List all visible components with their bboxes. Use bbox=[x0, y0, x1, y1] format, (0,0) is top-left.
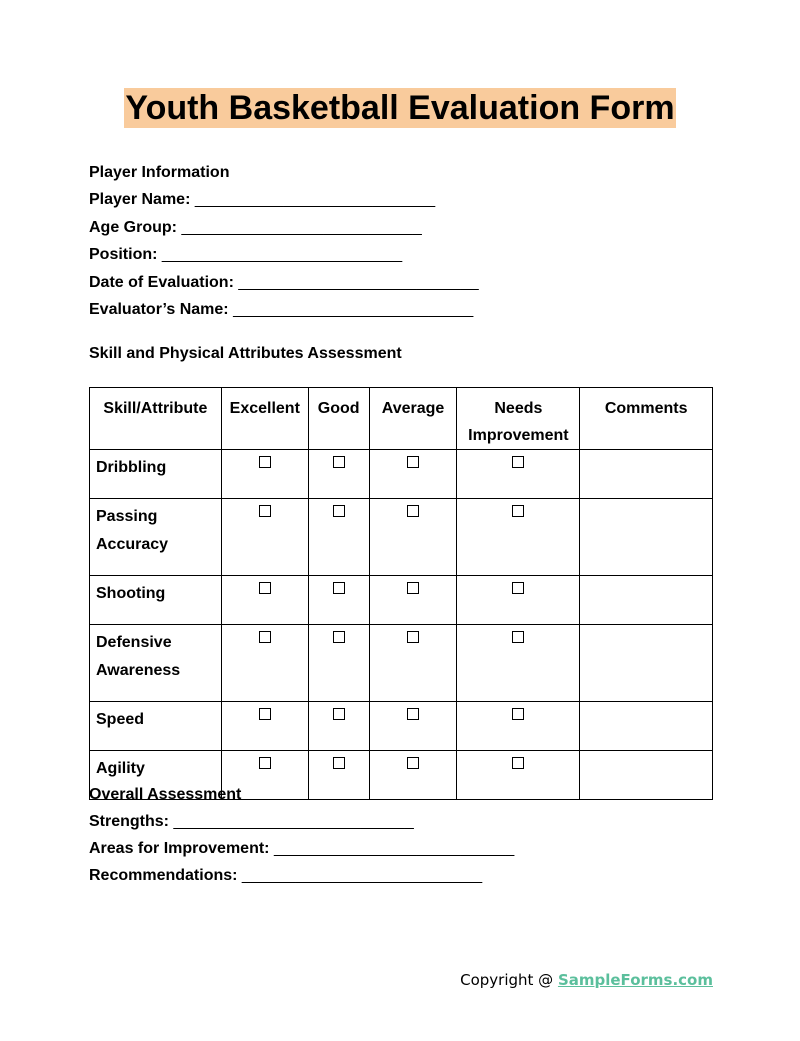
comments-cell[interactable] bbox=[580, 450, 713, 499]
checkbox[interactable] bbox=[407, 708, 419, 720]
checkbox[interactable] bbox=[407, 757, 419, 769]
excellent-cell bbox=[221, 702, 308, 751]
average-cell bbox=[369, 702, 457, 751]
checkbox[interactable] bbox=[512, 456, 524, 468]
strengths-field[interactable] bbox=[89, 812, 414, 832]
strengths-label: Strengths: bbox=[89, 813, 169, 830]
excellent-cell bbox=[221, 450, 308, 499]
checkbox[interactable] bbox=[333, 456, 345, 468]
average-cell bbox=[369, 576, 457, 625]
checkbox[interactable] bbox=[333, 631, 345, 643]
table-header-row bbox=[90, 388, 713, 450]
needs-improvement-cell bbox=[457, 625, 580, 702]
evaluator-name-blank[interactable]: ___________________________ bbox=[233, 301, 474, 318]
age-group-field[interactable] bbox=[89, 218, 422, 238]
table-row bbox=[90, 499, 713, 576]
checkbox[interactable] bbox=[259, 757, 271, 769]
checkbox[interactable] bbox=[333, 757, 345, 769]
checkbox[interactable] bbox=[333, 505, 345, 517]
evaluator-name-field[interactable] bbox=[89, 300, 473, 320]
checkbox[interactable] bbox=[407, 456, 419, 468]
date-of-evaluation-blank[interactable]: ___________________________ bbox=[238, 274, 479, 291]
comments-cell[interactable] bbox=[580, 576, 713, 625]
age-group-blank[interactable]: ___________________________ bbox=[181, 219, 422, 236]
col-header-comments: Comments bbox=[580, 388, 713, 450]
comments-cell[interactable] bbox=[580, 702, 713, 751]
col-header-needs-improvement: Needs Improvement bbox=[457, 388, 580, 450]
title-wrap bbox=[0, 88, 800, 128]
checkbox[interactable] bbox=[259, 582, 271, 594]
needs-improvement-cell bbox=[457, 499, 580, 576]
player-name-field[interactable] bbox=[89, 190, 435, 210]
areas-for-improvement-blank[interactable]: ___________________________ bbox=[273, 840, 515, 857]
col-header-skill: Skill/Attribute bbox=[90, 388, 222, 450]
areas-for-improvement-label: Areas for Improvement: bbox=[89, 840, 270, 857]
skill-cell: Shooting bbox=[90, 576, 222, 625]
position-field[interactable] bbox=[89, 245, 402, 265]
position-label: Position: bbox=[89, 246, 158, 263]
col-header-good: Good bbox=[308, 388, 369, 450]
recommendations-field[interactable] bbox=[89, 866, 482, 886]
checkbox[interactable] bbox=[407, 505, 419, 517]
evaluator-name-label: Evaluator’s Name: bbox=[89, 301, 229, 318]
checkbox[interactable] bbox=[259, 505, 271, 517]
recommendations-blank[interactable]: ___________________________ bbox=[241, 867, 483, 884]
good-cell bbox=[308, 499, 369, 576]
average-cell bbox=[369, 751, 457, 800]
checkbox[interactable] bbox=[333, 582, 345, 594]
col-header-excellent: Excellent bbox=[221, 388, 308, 450]
areas-for-improvement-field[interactable] bbox=[89, 839, 514, 859]
date-of-evaluation-label: Date of Evaluation: bbox=[89, 274, 234, 291]
good-cell bbox=[308, 751, 369, 800]
table-row bbox=[90, 702, 713, 751]
needs-improvement-cell bbox=[457, 702, 580, 751]
needs-improvement-cell bbox=[457, 450, 580, 499]
recommendations-label: Recommendations: bbox=[89, 867, 238, 884]
checkbox[interactable] bbox=[512, 582, 524, 594]
overall-heading: Overall Assessment bbox=[89, 786, 242, 803]
checkbox[interactable] bbox=[259, 708, 271, 720]
skill-cell: Defensive Awareness bbox=[90, 625, 222, 702]
average-cell bbox=[369, 625, 457, 702]
checkbox[interactable] bbox=[512, 757, 524, 769]
needs-improvement-cell bbox=[457, 576, 580, 625]
skill-cell: Passing Accuracy bbox=[90, 499, 222, 576]
assessment-heading: Skill and Physical Attributes Assessment bbox=[89, 345, 402, 362]
checkbox[interactable] bbox=[512, 708, 524, 720]
col-header-average: Average bbox=[369, 388, 457, 450]
player-info-heading: Player Information bbox=[89, 164, 230, 181]
comments-cell[interactable] bbox=[580, 625, 713, 702]
player-name-label: Player Name: bbox=[89, 191, 191, 208]
table-row bbox=[90, 450, 713, 499]
good-cell bbox=[308, 702, 369, 751]
checkbox[interactable] bbox=[512, 505, 524, 517]
excellent-cell bbox=[221, 576, 308, 625]
needs-improvement-cell bbox=[457, 751, 580, 800]
comments-cell[interactable] bbox=[580, 751, 713, 800]
good-cell bbox=[308, 625, 369, 702]
skill-cell: Dribbling bbox=[90, 450, 222, 499]
excellent-cell bbox=[221, 625, 308, 702]
average-cell bbox=[369, 450, 457, 499]
good-cell bbox=[308, 576, 369, 625]
assessment-table bbox=[89, 387, 713, 800]
table-row bbox=[90, 576, 713, 625]
position-blank[interactable]: ___________________________ bbox=[161, 246, 403, 263]
table-row bbox=[90, 625, 713, 702]
player-name-blank[interactable]: ___________________________ bbox=[194, 191, 436, 208]
good-cell bbox=[308, 450, 369, 499]
sampleforms-link[interactable]: SampleForms.com bbox=[557, 971, 713, 989]
checkbox[interactable] bbox=[333, 708, 345, 720]
checkbox[interactable] bbox=[407, 631, 419, 643]
page-title: Youth Basketball Evaluation Form bbox=[125, 89, 675, 127]
checkbox[interactable] bbox=[407, 582, 419, 594]
comments-cell[interactable] bbox=[580, 499, 713, 576]
age-group-label: Age Group: bbox=[89, 219, 177, 236]
checkbox[interactable] bbox=[259, 456, 271, 468]
strengths-blank[interactable]: ___________________________ bbox=[173, 813, 414, 830]
copyright-footer bbox=[460, 970, 713, 990]
excellent-cell bbox=[221, 499, 308, 576]
copyright-prefix: Copyright @ bbox=[460, 971, 558, 989]
skill-cell: Speed bbox=[90, 702, 222, 751]
checkbox[interactable] bbox=[259, 631, 271, 643]
checkbox[interactable] bbox=[512, 631, 524, 643]
date-of-evaluation-field[interactable] bbox=[89, 273, 479, 293]
average-cell bbox=[369, 499, 457, 576]
skill-cell: Agility bbox=[90, 751, 222, 800]
